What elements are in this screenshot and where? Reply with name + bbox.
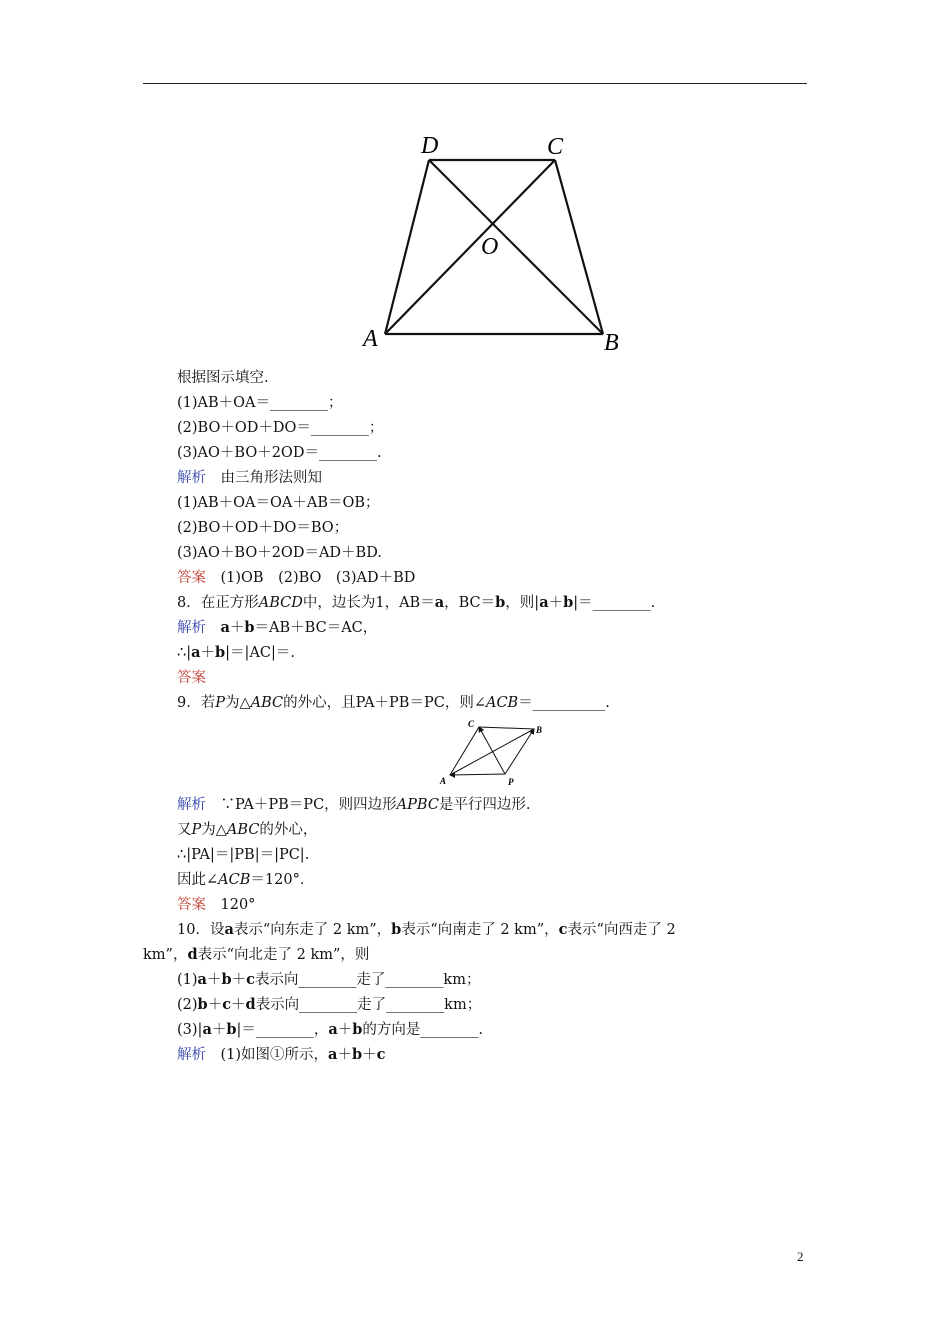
q10-question: 10．设a表示“向东走了 2 km”，b表示“向南走了 2 km”，c表示“向西走了 2 <box>177 921 676 938</box>
analysis-label: 解析 <box>177 1047 206 1063</box>
label-a: A <box>440 776 447 786</box>
analysis-label: 解析 <box>177 470 206 486</box>
q8-analysis: 解析 a＋b＝AB＋BC＝AC， <box>177 619 378 636</box>
q10-question-cont: km”，d表示“向北走了 2 km”，则 <box>143 946 370 963</box>
analysis-text: 由三角形法则知 <box>220 470 322 486</box>
vector-pb <box>505 729 534 774</box>
label-a: A <box>363 326 378 352</box>
label-c: C <box>547 134 564 160</box>
edge-cb <box>479 727 534 729</box>
q9-step-3: 因此∠ACB＝120°． <box>177 872 315 888</box>
answer-text: (1)OB (2)BO (3)AD＋BD <box>220 570 416 586</box>
diagonal-db <box>429 160 603 334</box>
q9-answer <box>177 895 255 915</box>
label-b: B <box>536 725 543 735</box>
q7-item-1: (1)AB＋OA＝________； <box>177 395 343 411</box>
label-d: D <box>421 133 439 159</box>
q10-item-1: (1)a＋b＋c表示向________走了________km； <box>177 971 481 988</box>
edge-cb <box>555 160 603 334</box>
q7-analysis <box>177 468 322 488</box>
q7-prompt: 根据图示填空. <box>177 370 269 386</box>
q8-question: 8．在正方形ABCD中，边长为1，AB＝a，BC＝b，则|a＋b|＝________. <box>177 594 656 611</box>
page-number: 2 <box>797 1249 804 1264</box>
vector-pc <box>479 727 505 774</box>
analysis-label: 解析 <box>177 797 206 813</box>
label-o: O <box>481 234 499 260</box>
q8-answer <box>177 668 206 688</box>
q9-step-2: ∴|PA|＝|PB|＝|PC|. <box>177 847 310 863</box>
trapezoid-figure <box>355 125 635 360</box>
q9-question: 9．若P为△ABC的外心，且PA＋PB＝PC，则∠ACB＝__________. <box>177 695 610 711</box>
header-rule <box>143 83 807 84</box>
q7-item-3: (3)AO＋BO＋2OD＝________. <box>177 445 382 461</box>
q9-step-1: 又P为△ABC的外心， <box>177 822 318 838</box>
q10-item-3: (3)|a＋b|＝________，a＋b的方向是________. <box>177 1021 484 1038</box>
q8-step: ∴|a＋b|＝|AC|＝. <box>177 644 296 661</box>
edge-da <box>385 160 429 334</box>
diagonal-ca <box>385 160 555 334</box>
parallelogram-figure <box>432 717 552 792</box>
q7-item-2: (2)BO＋OD＋DO＝________； <box>177 420 384 436</box>
q10-analysis: 解析 (1)如图①所示，a＋b＋c <box>177 1046 386 1063</box>
q10-item-2: (2)b＋c＋d表示向________走了________km； <box>177 996 482 1013</box>
q7-answer <box>177 568 415 588</box>
label-p: P <box>508 777 514 787</box>
edge-ca <box>450 727 479 775</box>
q7-step-2: (2)BO＋OD＋DO＝BO； <box>177 520 349 536</box>
label-c: C <box>468 719 475 729</box>
q7-step-1: (1)AB＋OA＝OA＋AB＝OB； <box>177 495 380 511</box>
answer-label: 答案 <box>177 570 206 586</box>
q7-step-3: (3)AO＋BO＋2OD＝AD＋BD. <box>177 545 382 561</box>
answer-text: 120° <box>220 897 256 913</box>
analysis-label: 解析 <box>177 620 206 636</box>
vector-pa <box>450 774 505 775</box>
q9-analysis: 解析 ∵PA＋PB＝PC，则四边形APBC是平行四边形. <box>177 797 531 813</box>
label-b: B <box>604 330 619 356</box>
answer-label: 答案 <box>177 670 206 686</box>
answer-label: 答案 <box>177 897 206 913</box>
diagonal-ab <box>450 729 534 775</box>
